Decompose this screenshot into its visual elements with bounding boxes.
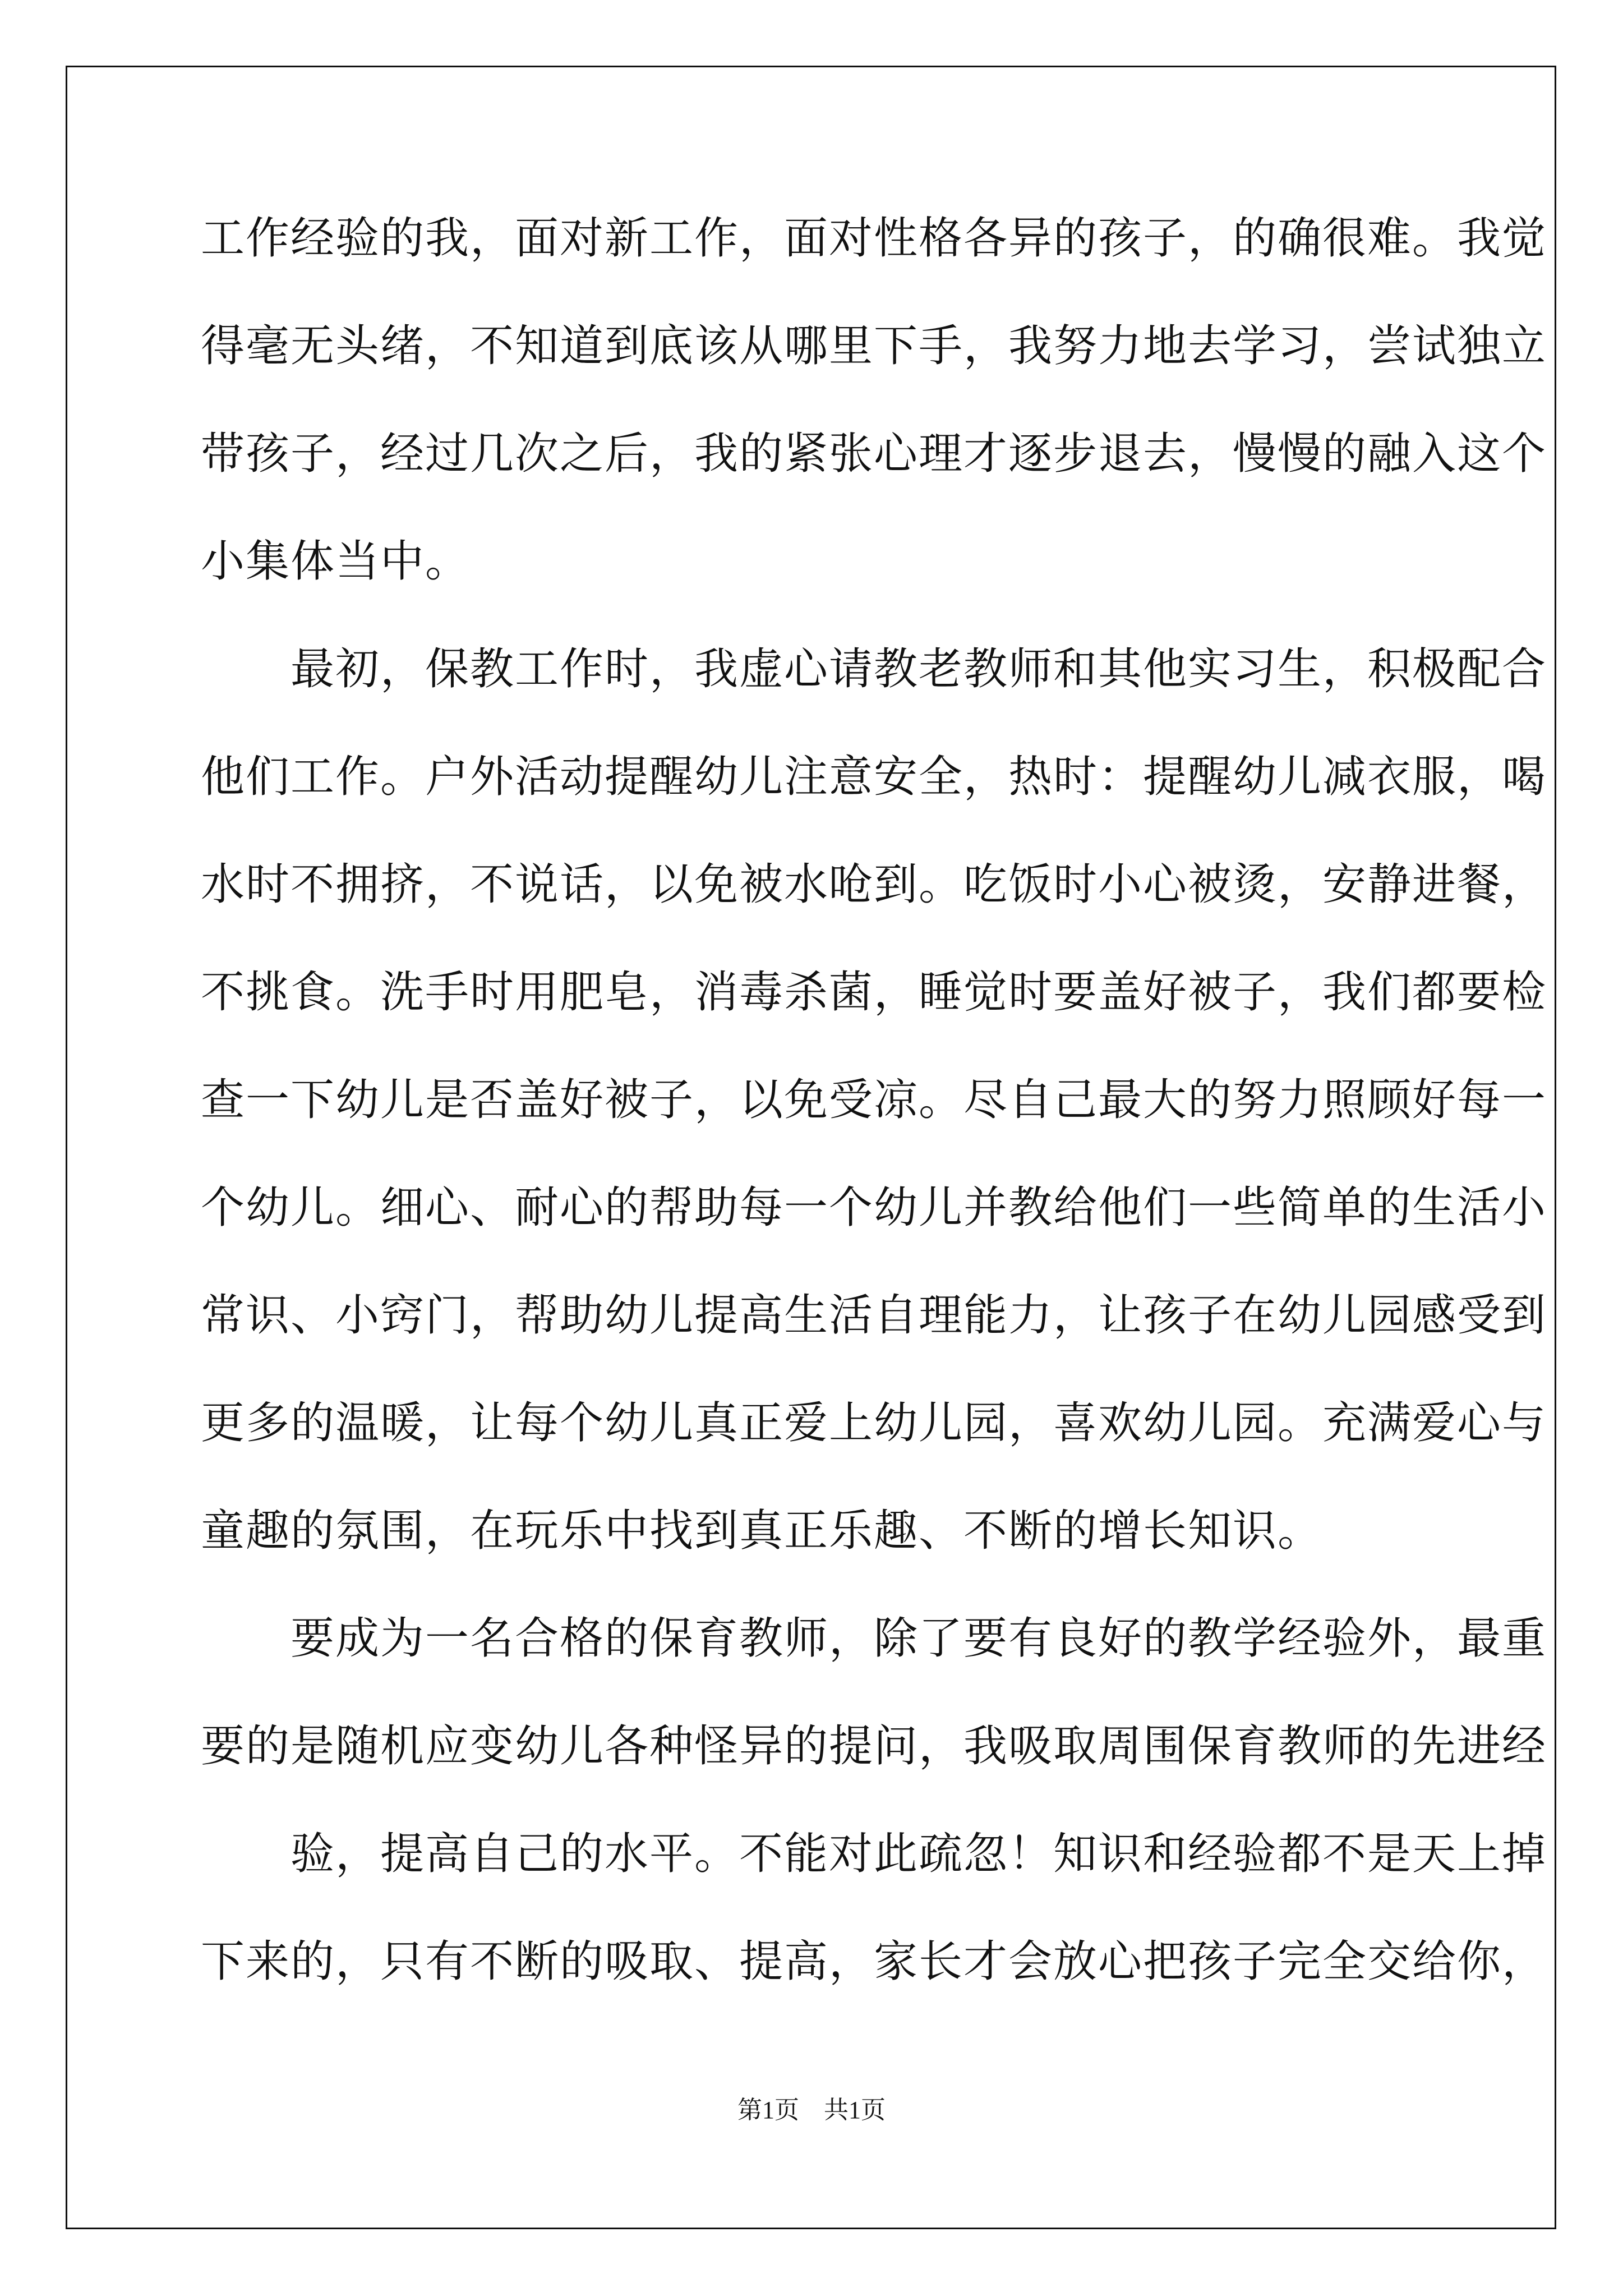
text-line: 水时不拥挤，不说话，以免被水呛到。吃饭时小心被烫，安静进餐， [201, 859, 1547, 910]
text-line: 得毫无头绪，不知道到底该从哪里下手，我努力地去学习，尝试独立 [201, 321, 1547, 371]
text-line: 验，提高自己的水平。不能对此疏忽！知识和经验都不是天上掉 [201, 1829, 1547, 1879]
text-line: 小集体当中。 [201, 536, 471, 587]
text-line: 童趣的氛围，在玩乐中找到真正乐趣、不断的增长知识。 [201, 1506, 1323, 1556]
page-number-footer: 第1页 共1页 [737, 2096, 886, 2124]
text-line: 下来的，只有不断的吸取、提高，家长才会放心把孩子完全交给你， [201, 1936, 1547, 1987]
text-line: 工作经验的我，面对新工作，面对性格各异的孩子，的确很难。我觉 [201, 213, 1547, 264]
text-line: 要的是随机应变幼儿各种怪异的提问，我吸取周围保育教师的先进经 [201, 1721, 1547, 1772]
text-line: 个幼儿。细心、耐心的帮助每一个幼儿并教给他们一些简单的生活小 [201, 1182, 1547, 1233]
text-line: 不挑食。洗手时用肥皂，消毒杀菌，睡觉时要盖好被子，我们都要检 [201, 967, 1547, 1018]
text-line: 带孩子，经过几次之后，我的紧张心理才逐步退去，慢慢的融入这个 [201, 429, 1547, 479]
text-line: 他们工作。户外活动提醒幼儿注意安全，热时：提醒幼儿减衣服，喝 [201, 752, 1547, 802]
page-border [66, 66, 1556, 2229]
text-line: 要成为一名合格的保育教师，除了要有良好的教学经验外，最重 [201, 1613, 1547, 1664]
text-line: 更多的温暖，让每个幼儿真正爱上幼儿园，喜欢幼儿园。充满爱心与 [201, 1398, 1547, 1448]
text-line: 常识、小窍门，帮助幼儿提高生活自理能力，让孩子在幼儿园感受到 [201, 1290, 1547, 1341]
text-line: 最初，保教工作时，我虚心请教老教师和其他实习生，积极配合 [201, 644, 1547, 694]
text-line: 查一下幼儿是否盖好被子，以免受凉。尽自己最大的努力照顾好每一 [201, 1075, 1547, 1125]
